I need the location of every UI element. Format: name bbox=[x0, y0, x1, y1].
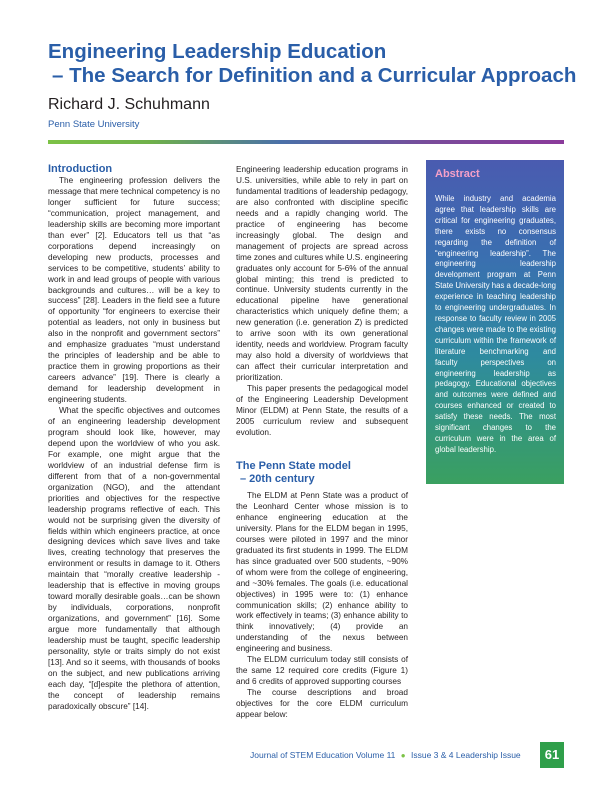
author-name: Richard J. Schuhmann bbox=[48, 96, 210, 113]
abstract-heading: Abstract bbox=[435, 168, 480, 180]
col2-paragraph-1: Engineering leadership education programs in U.S. universities, while able to rely in part on fundamental traditions of leadership pedagogy, are also confronted with discipline specific needs and a rapidly changing world. The practice of engineering has become increasingly global. The design and management of projects are spread across time zones and cultures while U.S. engineering graduates only account for 5-6% of the annual global minting; this trend is predicted to continue. University students currently in the educational pipeline have generational characteristics which uniquely define them; a new generation (i.e. generation Z) is predicted to arrive soon with its own generational identity, needs and worldview. Program faculty may also hold a diversity of worldviews that can affect their curricular interpretation and prioritization. bbox=[236, 165, 408, 383]
column-2 bbox=[236, 165, 408, 439]
psm-paragraph-2: The ELDM curriculum today still consists of the same 12 required core credits (Figure 1) and 6 credits of approved supporting courses bbox=[236, 655, 408, 687]
penn-state-model-body bbox=[236, 491, 408, 721]
col2-paragraph-2: This paper presents the pedagogical model of the Engineering Leadership Development Minor (ELDM) at Penn State, the results of a 2005 curriculum review and subsequent evolution. bbox=[236, 384, 408, 437]
column-1 bbox=[48, 176, 220, 713]
title-line-2: – The Search for Definition and a Curricular Approach bbox=[52, 64, 577, 87]
journal-footer bbox=[250, 750, 521, 760]
journal-issue: Issue 3 & 4 bbox=[411, 750, 454, 760]
psm-paragraph-3: The course descriptions and broad objectives for the core ELDM curriculum appear below: bbox=[236, 688, 408, 720]
penn-state-heading-line-2: – 20th century bbox=[240, 473, 315, 485]
bullet-icon: ● bbox=[400, 751, 406, 760]
penn-state-model-heading bbox=[236, 460, 408, 486]
journal-volume: Volume 11 bbox=[355, 750, 396, 760]
author-affiliation: Penn State University bbox=[48, 119, 140, 130]
page-number: 61 bbox=[540, 742, 564, 768]
intro-paragraph-2: What the specific objectives and outcomes of an engineering leadership development program should look like, however, may depend upon the worldview of who you ask. For example, one might argue that the worldview of an industrial defense firm is different from that of a non-governmental organization (NGO), and the attendant priorities and objectives for the respective leadership programs reflective of each. This would not be surprising given the diversity of fields within which engineers practice, at once designing devices which save lives and take lives, creating technology that preserves the environment or results in damage to it. Others maintain that “morally creative leadership - leadership that is effective in moving groups toward morally desirable goals…can be shown by individuals, corporations, nonprofit organizations, and government” [16]. Some argue more fundamentally that although leadership must be taught, specific leadership personality, style or traits simply do not exist [13]. And so it seems, with thousands of books on the subject, and new publications arriving each day, “[d]espite the plethora of attention, the concept of leadership remains paradoxically obscure” [14]. bbox=[48, 406, 220, 711]
intro-paragraph-1: The engineering profession delivers the message that mere technical competency is no longer sufficient for future success; “communication, project management, and leadership skills are becoming more important than ever” [2]. Educators tell us that “as corporations depend increasingly on developing new products, processes and services to be competitive, students’ ability to work in and lead groups of people with various backgrounds and cultures… will be a key to success” [28]. Leaders in the field see a future of opportunity “for engineers to exercise their potential as leaders, not only in business but also in the nonprofit and government sectors” and emphasize graduates “must understand the principles of leadership and be able to practice them in growing proportions as their careers advance” [19]. There is clearly a demand for leadership development in engineering students. bbox=[48, 176, 220, 405]
journal-name: Journal of STEM Education bbox=[250, 750, 354, 760]
psm-paragraph-1: The ELDM at Penn State was a product of the Leonhard Center whose mission is to enhance engineering education at the university. Plans for the ELDM began in 1995, courses were piloted in 1997 and the minor graduated its first students in 1999. The ELDM has since graduated over 500 students, ~90% of whom were from the college of engineering, and ~30% females. The goals (i.e. educational objectives) in 1995 were to: (1) enhance communication skills; (2) enhance ability to work effectively in teams; (3) enhance ability to think innovatively; (4) provide an understanding of the nexus between engineering and business. bbox=[236, 491, 408, 654]
title-line-1: Engineering Leadership Education bbox=[48, 40, 387, 63]
introduction-heading: Introduction bbox=[48, 163, 113, 175]
abstract-text: While industry and academia agree that leadership skills are critical for engineering graduates, there exists no consensus regarding the definition of “engineering leadership”. The engineering leadership development program at Penn State University has a decade-long experience in teaching leadership to engineering undergraduates. In response to faculty review in 2005 changes were made to the existing curriculum within the framework of literature benchmarking and faculty perspectives on engineering leadership as pedagogy. Educational objectives and outcomes were defined and courses enhanced or created to satisfy these needs. The most significant changes to the curriculum were in the area of global leadership. bbox=[435, 194, 556, 454]
article-title bbox=[48, 40, 578, 88]
penn-state-heading-line-1: The Penn State model bbox=[236, 460, 351, 472]
header-divider bbox=[48, 140, 564, 144]
issue-label: Leadership Issue bbox=[455, 750, 521, 760]
abstract-box bbox=[426, 160, 564, 484]
